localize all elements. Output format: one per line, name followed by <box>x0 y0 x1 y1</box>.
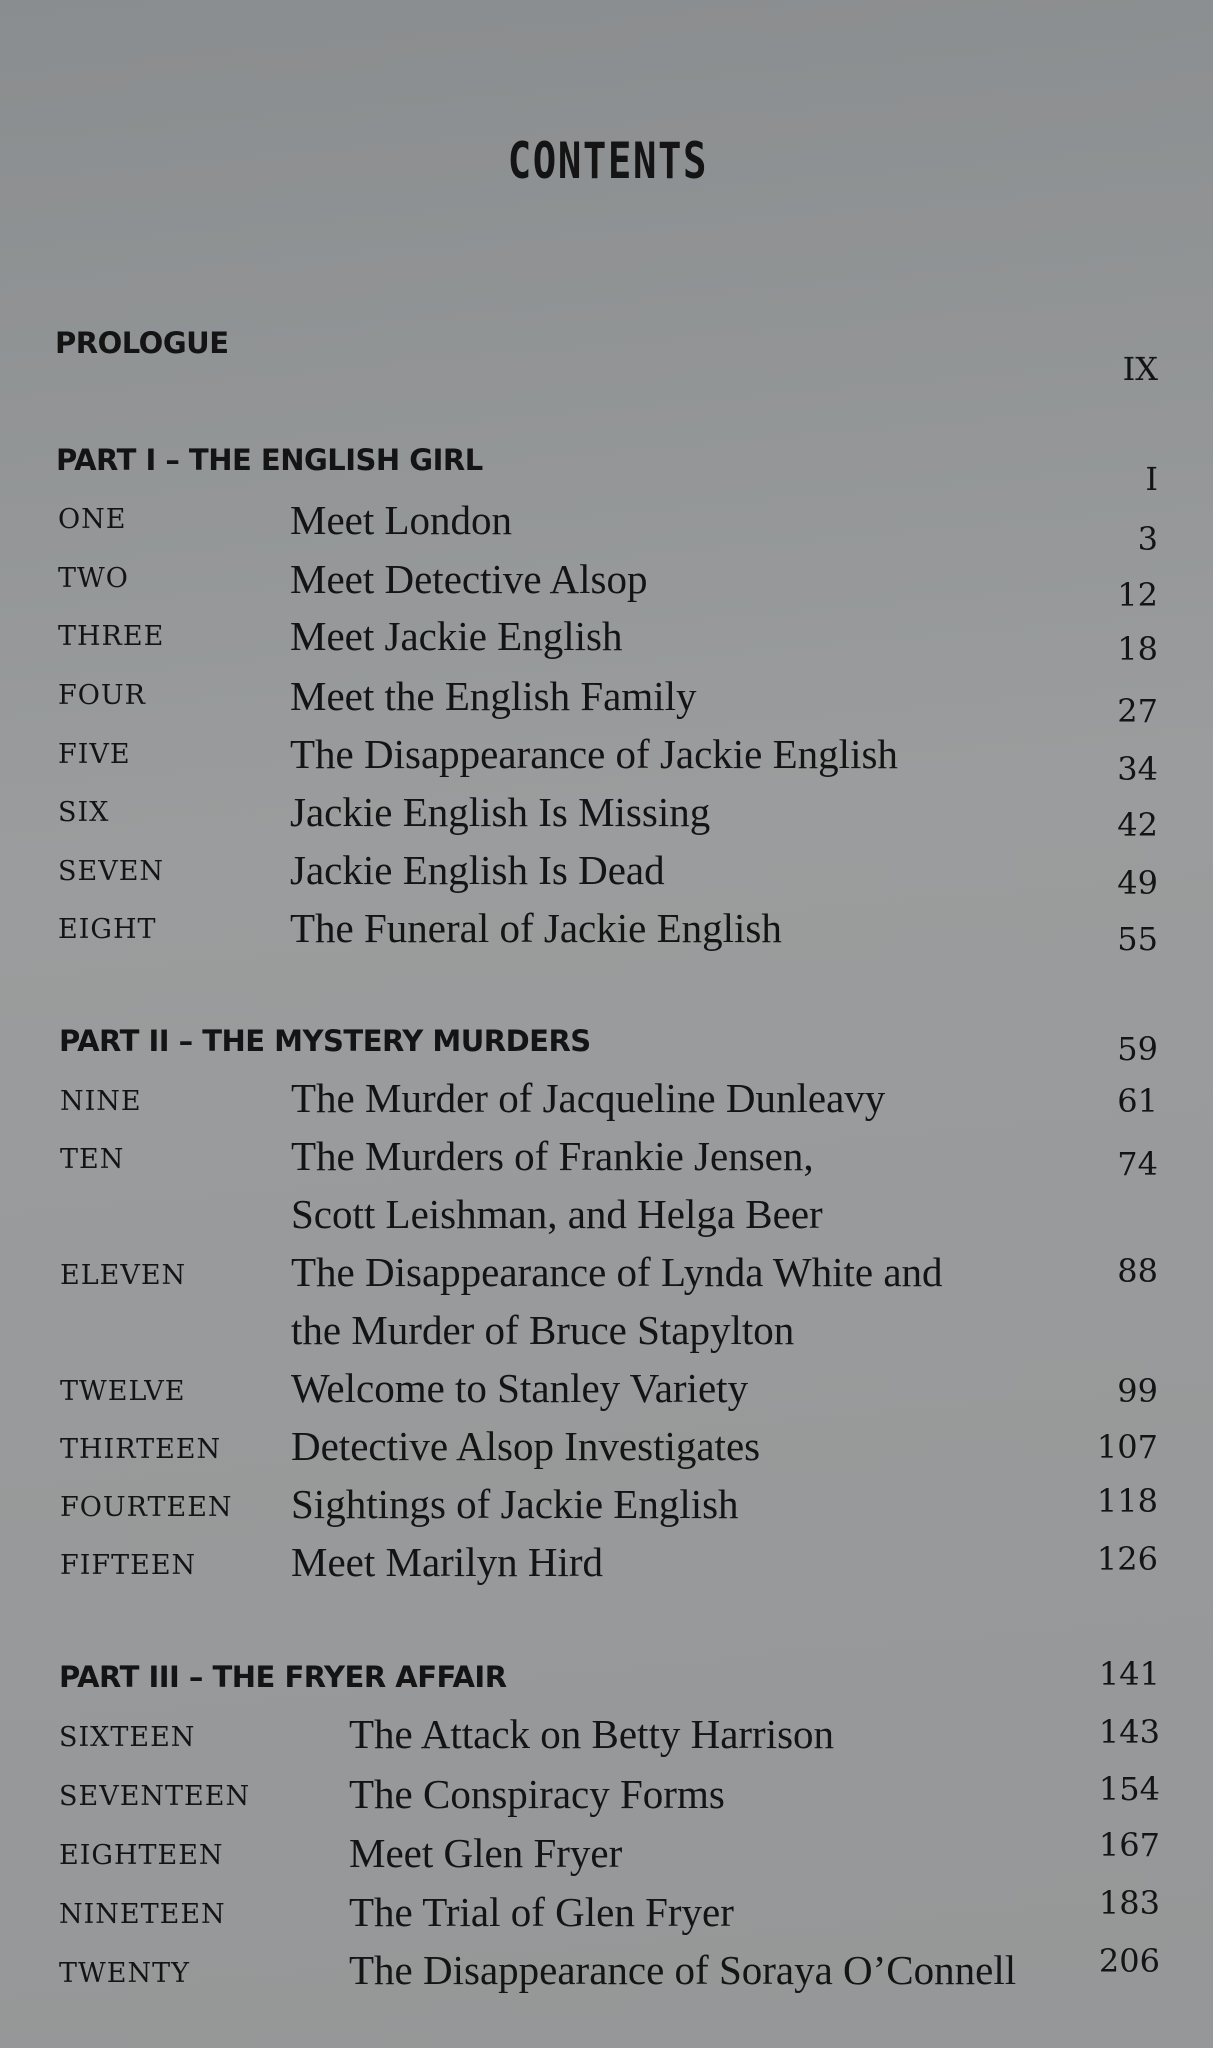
chapter-page: 107 <box>1096 1428 1158 1466</box>
prologue-page: IX <box>1122 350 1158 388</box>
part-heading: PART I – THE ENGLISH GIRL <box>56 443 483 477</box>
chapter-page: 74 <box>1117 1145 1158 1183</box>
chapter-number: THIRTEEN <box>60 1434 222 1465</box>
chapter-title: The Conspiracy Forms <box>349 1771 725 1817</box>
chapter-number: SIX <box>58 797 110 828</box>
chapter-title: The Attack on Betty Harrison <box>349 1711 835 1757</box>
chapter-title: The Disappearance of Jackie English <box>290 731 898 777</box>
chapter-number: FIFTEEN <box>60 1550 197 1581</box>
chapter-page: 88 <box>1117 1252 1158 1290</box>
chapter-title: The Murders of Frankie Jensen, <box>291 1133 814 1179</box>
chapter-page: 27 <box>1117 692 1158 730</box>
chapter-page: 55 <box>1117 920 1158 958</box>
chapter-title: The Disappearance of Lynda White and <box>291 1249 943 1295</box>
part-page: 141 <box>1098 1655 1160 1693</box>
chapter-title: The Funeral of Jackie English <box>290 905 782 951</box>
chapter-page: 206 <box>1098 1942 1160 1980</box>
chapter-page: 61 <box>1117 1082 1158 1120</box>
chapter-number: FOURTEEN <box>60 1492 233 1523</box>
chapter-page: 183 <box>1098 1884 1160 1922</box>
chapter-page: 18 <box>1117 630 1158 668</box>
chapter-title: Meet Marilyn Hird <box>291 1539 603 1585</box>
chapter-page: 3 <box>1137 520 1158 558</box>
chapter-page: 34 <box>1117 750 1158 788</box>
part-page: 59 <box>1117 1030 1158 1068</box>
chapter-number: NINETEEN <box>59 1899 226 1930</box>
chapter-title: Detective Alsop Investigates <box>291 1423 761 1469</box>
chapter-title: Jackie English Is Missing <box>290 789 711 835</box>
chapter-page: 154 <box>1098 1770 1160 1808</box>
chapter-number: EIGHT <box>58 914 157 945</box>
chapter-number: SEVENTEEN <box>59 1781 251 1812</box>
chapter-page: 167 <box>1098 1826 1160 1864</box>
part-heading: PART II – THE MYSTERY MURDERS <box>59 1024 591 1058</box>
chapter-title: Meet Detective Alsop <box>290 556 648 602</box>
chapter-title: Meet Jackie English <box>290 613 623 659</box>
chapter-title: Jackie English Is Dead <box>290 847 665 893</box>
part-heading: PART III – THE FRYER AFFAIR <box>59 1660 507 1694</box>
chapter-number: FIVE <box>58 739 131 770</box>
part-page: I <box>1145 460 1158 498</box>
chapter-number: FOUR <box>58 680 146 711</box>
chapter-number: NINE <box>60 1086 142 1117</box>
chapter-page: 143 <box>1098 1713 1160 1751</box>
chapter-number: TEN <box>60 1144 125 1175</box>
chapter-page: 12 <box>1117 576 1158 614</box>
chapter-page: 99 <box>1117 1372 1158 1410</box>
chapter-page: 118 <box>1096 1482 1158 1520</box>
chapter-number: TWO <box>58 563 129 594</box>
chapter-number: THREE <box>58 621 165 652</box>
chapter-page: 49 <box>1117 864 1158 902</box>
chapter-title: Sightings of Jackie English <box>291 1481 739 1527</box>
chapter-number: ELEVEN <box>60 1260 187 1291</box>
chapter-page: 42 <box>1117 806 1158 844</box>
chapter-title: Meet the English Family <box>290 673 697 719</box>
page-title: CONTENTS <box>507 132 709 190</box>
chapter-title: Meet London <box>290 497 513 543</box>
chapter-number: SEVEN <box>58 856 165 887</box>
chapter-number: SIXTEEN <box>59 1722 196 1753</box>
chapter-number: TWELVE <box>60 1376 186 1407</box>
chapter-number: EIGHTEEN <box>59 1840 224 1871</box>
prologue-heading: PROLOGUE <box>55 326 229 360</box>
chapter-title: The Disappearance of Soraya O’Connell <box>349 1947 1017 1993</box>
chapter-number: TWENTY <box>59 1958 190 1989</box>
chapter-title-continued: the Murder of Bruce Stapylton <box>291 1307 795 1353</box>
chapter-title-continued: Scott Leishman, and Helga Beer <box>291 1191 823 1237</box>
chapter-page: 126 <box>1096 1540 1158 1578</box>
chapter-number: ONE <box>58 504 127 535</box>
chapter-title: The Trial of Glen Fryer <box>349 1889 734 1935</box>
chapter-title: The Murder of Jacqueline Dunleavy <box>291 1075 886 1121</box>
chapter-title: Meet Glen Fryer <box>349 1830 623 1876</box>
chapter-title: Welcome to Stanley Variety <box>291 1365 749 1411</box>
